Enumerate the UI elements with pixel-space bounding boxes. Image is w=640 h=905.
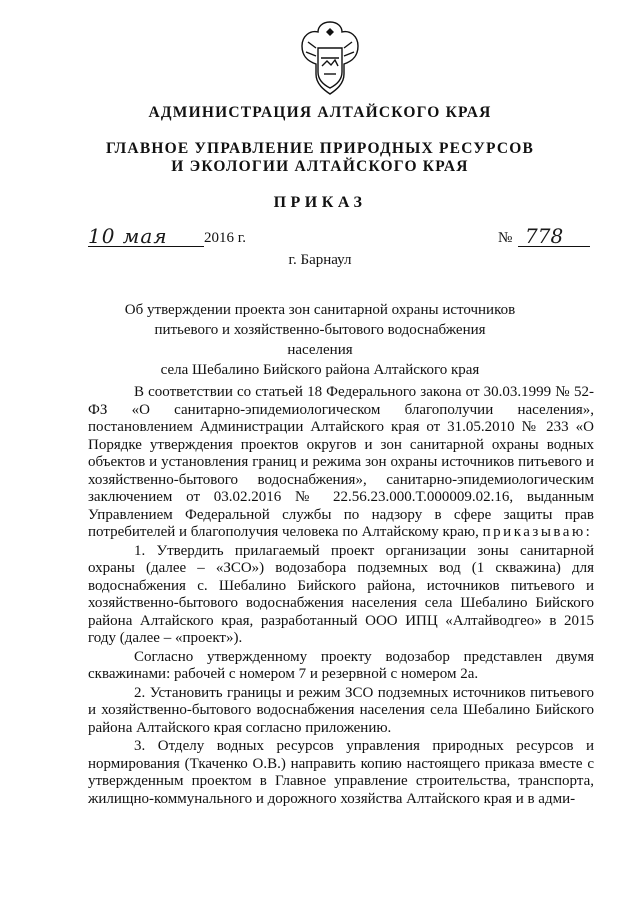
- number-underline: [518, 246, 590, 247]
- date-number-line: [88, 224, 588, 254]
- subject-line: села Шебалино Бийского района Алтайского края: [160, 362, 480, 378]
- order-item-1: 1. Утвердить прилагаемый проект организации зоны санитарной охраны (далее – «ЗСО») водозабора подземных вод (1 скважина) для водоснабжения с. Шебалино Бийского района, источников питьевого и хозяйственно-бытового водоснабжения населения села Шебалино Бийского района Алтайского края, разработанный ООО ИПЦ «Алтайводгео» в 2015 году (далее – «проект»).: [88, 542, 594, 646]
- preamble-text: В соответствии со статьей 18 Федерального закона от 30.03.1999 № 52-ФЗ «О санитарно-эпидемиологическом благополучии населения», постановлением Администрации Алтайского края от 31.05.2010 № 233 «О Порядке утверждения проектов округов и зон санитарной охраны водных объектов и установления границ и режима зон охраны источников питьевого и хозяйственно-бытового водоснабжения», санитарно-эпидемиологическим заключением от 03.02.2016 № 22.56.23.000.Т.000009.02.16, выданным Управлением Федеральной службы по надзору в сфере защиты прав потребителей и благополучия человека по Алтайскому краю,: [88, 384, 594, 540]
- subject-line: Об утверждении проекта зон санитарной охраны источников: [124, 302, 516, 318]
- handwritten-number: 778: [525, 224, 564, 248]
- department-title-line2: И ЭКОЛОГИИ АЛТАЙСКОГО КРАЯ: [171, 158, 469, 175]
- subject-line: питьевого и хозяйственно-бытового водоснабжения населения: [154, 322, 486, 358]
- handwritten-date: 10 мая: [88, 224, 168, 248]
- city-name: г. Барнаул: [288, 252, 352, 268]
- order-item-1-note: Согласно утвержденному проекту водозабор представлен двумя скважинами: рабочей с номером 7 и резервной с номером 2а.: [88, 648, 594, 682]
- order-body: [88, 384, 594, 809]
- document-type: ПРИКАЗ: [273, 194, 367, 211]
- date-year: 2016 г.: [204, 230, 246, 246]
- coat-of-arms-emblem: [296, 18, 364, 98]
- preamble-paragraph: [88, 384, 594, 542]
- administration-title: АДМИНИСТРАЦИЯ АЛТАЙСКОГО КРАЯ: [148, 104, 492, 121]
- order-subject: [120, 300, 520, 380]
- order-item-2: 2. Установить границы и режим ЗСО подземных источников питьевого и хозяйственно-бытового водоснабжения населения села Шебалино Бийского района Алтайского края согласно приложению.: [88, 684, 594, 736]
- number-label: №: [498, 230, 513, 246]
- order-word: приказываю:: [482, 524, 593, 540]
- order-item-3: 3. Отделу водных ресурсов управления природных ресурсов и нормирования (Ткаченко О.В.) направить копию настоящего приказа вместе с утвержденным проектом в Главное управление строительства, транспорта, жилищно-коммунального и дорожного хозяйства Алтайского края и в адми-: [88, 738, 594, 807]
- date-underline: [88, 246, 204, 247]
- department-title-line1: ГЛАВНОЕ УПРАВЛЕНИЕ ПРИРОДНЫХ РЕСУРСОВ: [105, 140, 535, 157]
